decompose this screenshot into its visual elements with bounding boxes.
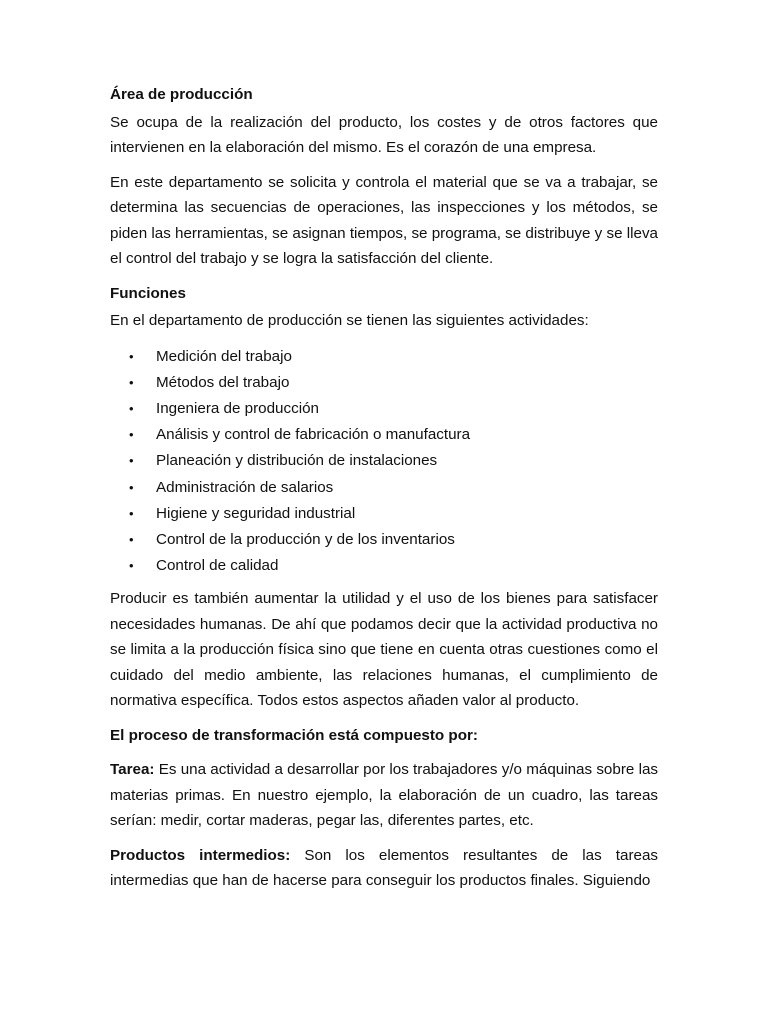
bullet-icon: •	[129, 531, 134, 547]
list-item	[110, 553, 658, 579]
list-item	[110, 344, 658, 370]
term-label: Productos intermedios:	[110, 846, 291, 864]
bullet-icon: •	[129, 374, 134, 390]
functions-list	[110, 344, 658, 580]
list-item	[110, 370, 658, 396]
term-label: Tarea:	[110, 761, 155, 779]
bullet-icon: •	[129, 453, 134, 469]
bullet-icon: •	[129, 427, 134, 443]
list-item-text: Análisis y control de fabricación o manufactura	[156, 426, 471, 444]
list-item-text: Medición del trabajo	[156, 347, 292, 365]
section-title-proceso: El proceso de transformación está compuesto por:	[110, 726, 478, 744]
list-item	[110, 448, 658, 474]
bullet-icon: •	[129, 558, 134, 574]
section-title-funciones: Funciones	[110, 284, 186, 302]
bullet-icon: •	[129, 479, 134, 495]
term-text: Es una actividad a desarrollar por los trabajadores y/o máquinas sobre las materias primas. En nuestro ejemplo, la elaboración de un cuadro, las tareas serían: medir, cortar maderas, pegar las, diferentes partes, etc.	[110, 761, 658, 830]
list-item	[110, 422, 658, 448]
bullet-icon: •	[129, 400, 134, 416]
paragraph: En el departamento de producción se tienen las siguientes actividades:	[110, 312, 589, 329]
list-item	[110, 527, 658, 553]
list-item	[110, 501, 658, 527]
list-item-text: Administración de salarios	[156, 478, 334, 496]
list-item-text: Higiene y seguridad industrial	[156, 504, 356, 522]
paragraph-tarea	[110, 757, 658, 834]
paragraph: Se ocupa de la realización del producto, los costes y de otros factores que intervienen en la elaboración del mismo. Es el corazón de una empresa.	[110, 113, 658, 156]
list-item-text: Métodos del trabajo	[156, 373, 290, 391]
term-text: Son los elementos resultantes de las tareas intermedias que han de hacerse para conseguir los productos finales. Siguiendo	[110, 846, 658, 890]
list-item-text: Control de calidad	[156, 557, 279, 575]
bullet-icon: •	[129, 348, 134, 364]
list-item	[110, 475, 658, 501]
list-item-text: Planeación y distribución de instalaciones	[156, 452, 438, 470]
paragraph: En este departamento se solicita y controla el material que se va a trabajar, se determina las secuencias de operaciones, las inspecciones y los métodos, se piden las herramientas, se asignan tiempos, se programa, se distribuye y se lleva el control del trabajo y se logra la satisfacción del cliente.	[110, 173, 658, 267]
list-item-text: Control de la producción y de los inventarios	[156, 530, 455, 548]
paragraph-productos-intermedios	[110, 843, 658, 894]
bullet-icon: •	[129, 505, 134, 521]
document-page	[110, 82, 658, 903]
paragraph: Producir es también aumentar la utilidad y el uso de los bienes para satisfacer necesidades humanas. De ahí que podamos decir que la actividad productiva no se limita a la producción física sino que tiene en cuenta otras cuestiones como el cuidado del medio ambiente, las relaciones humanas, el cumplimiento de normativa específica. Todos estos aspectos añaden valor al producto.	[110, 590, 658, 710]
list-item-text: Ingeniera de producción	[156, 399, 319, 417]
list-item	[110, 396, 658, 422]
section-title-area-produccion: Área de producción	[110, 86, 253, 103]
